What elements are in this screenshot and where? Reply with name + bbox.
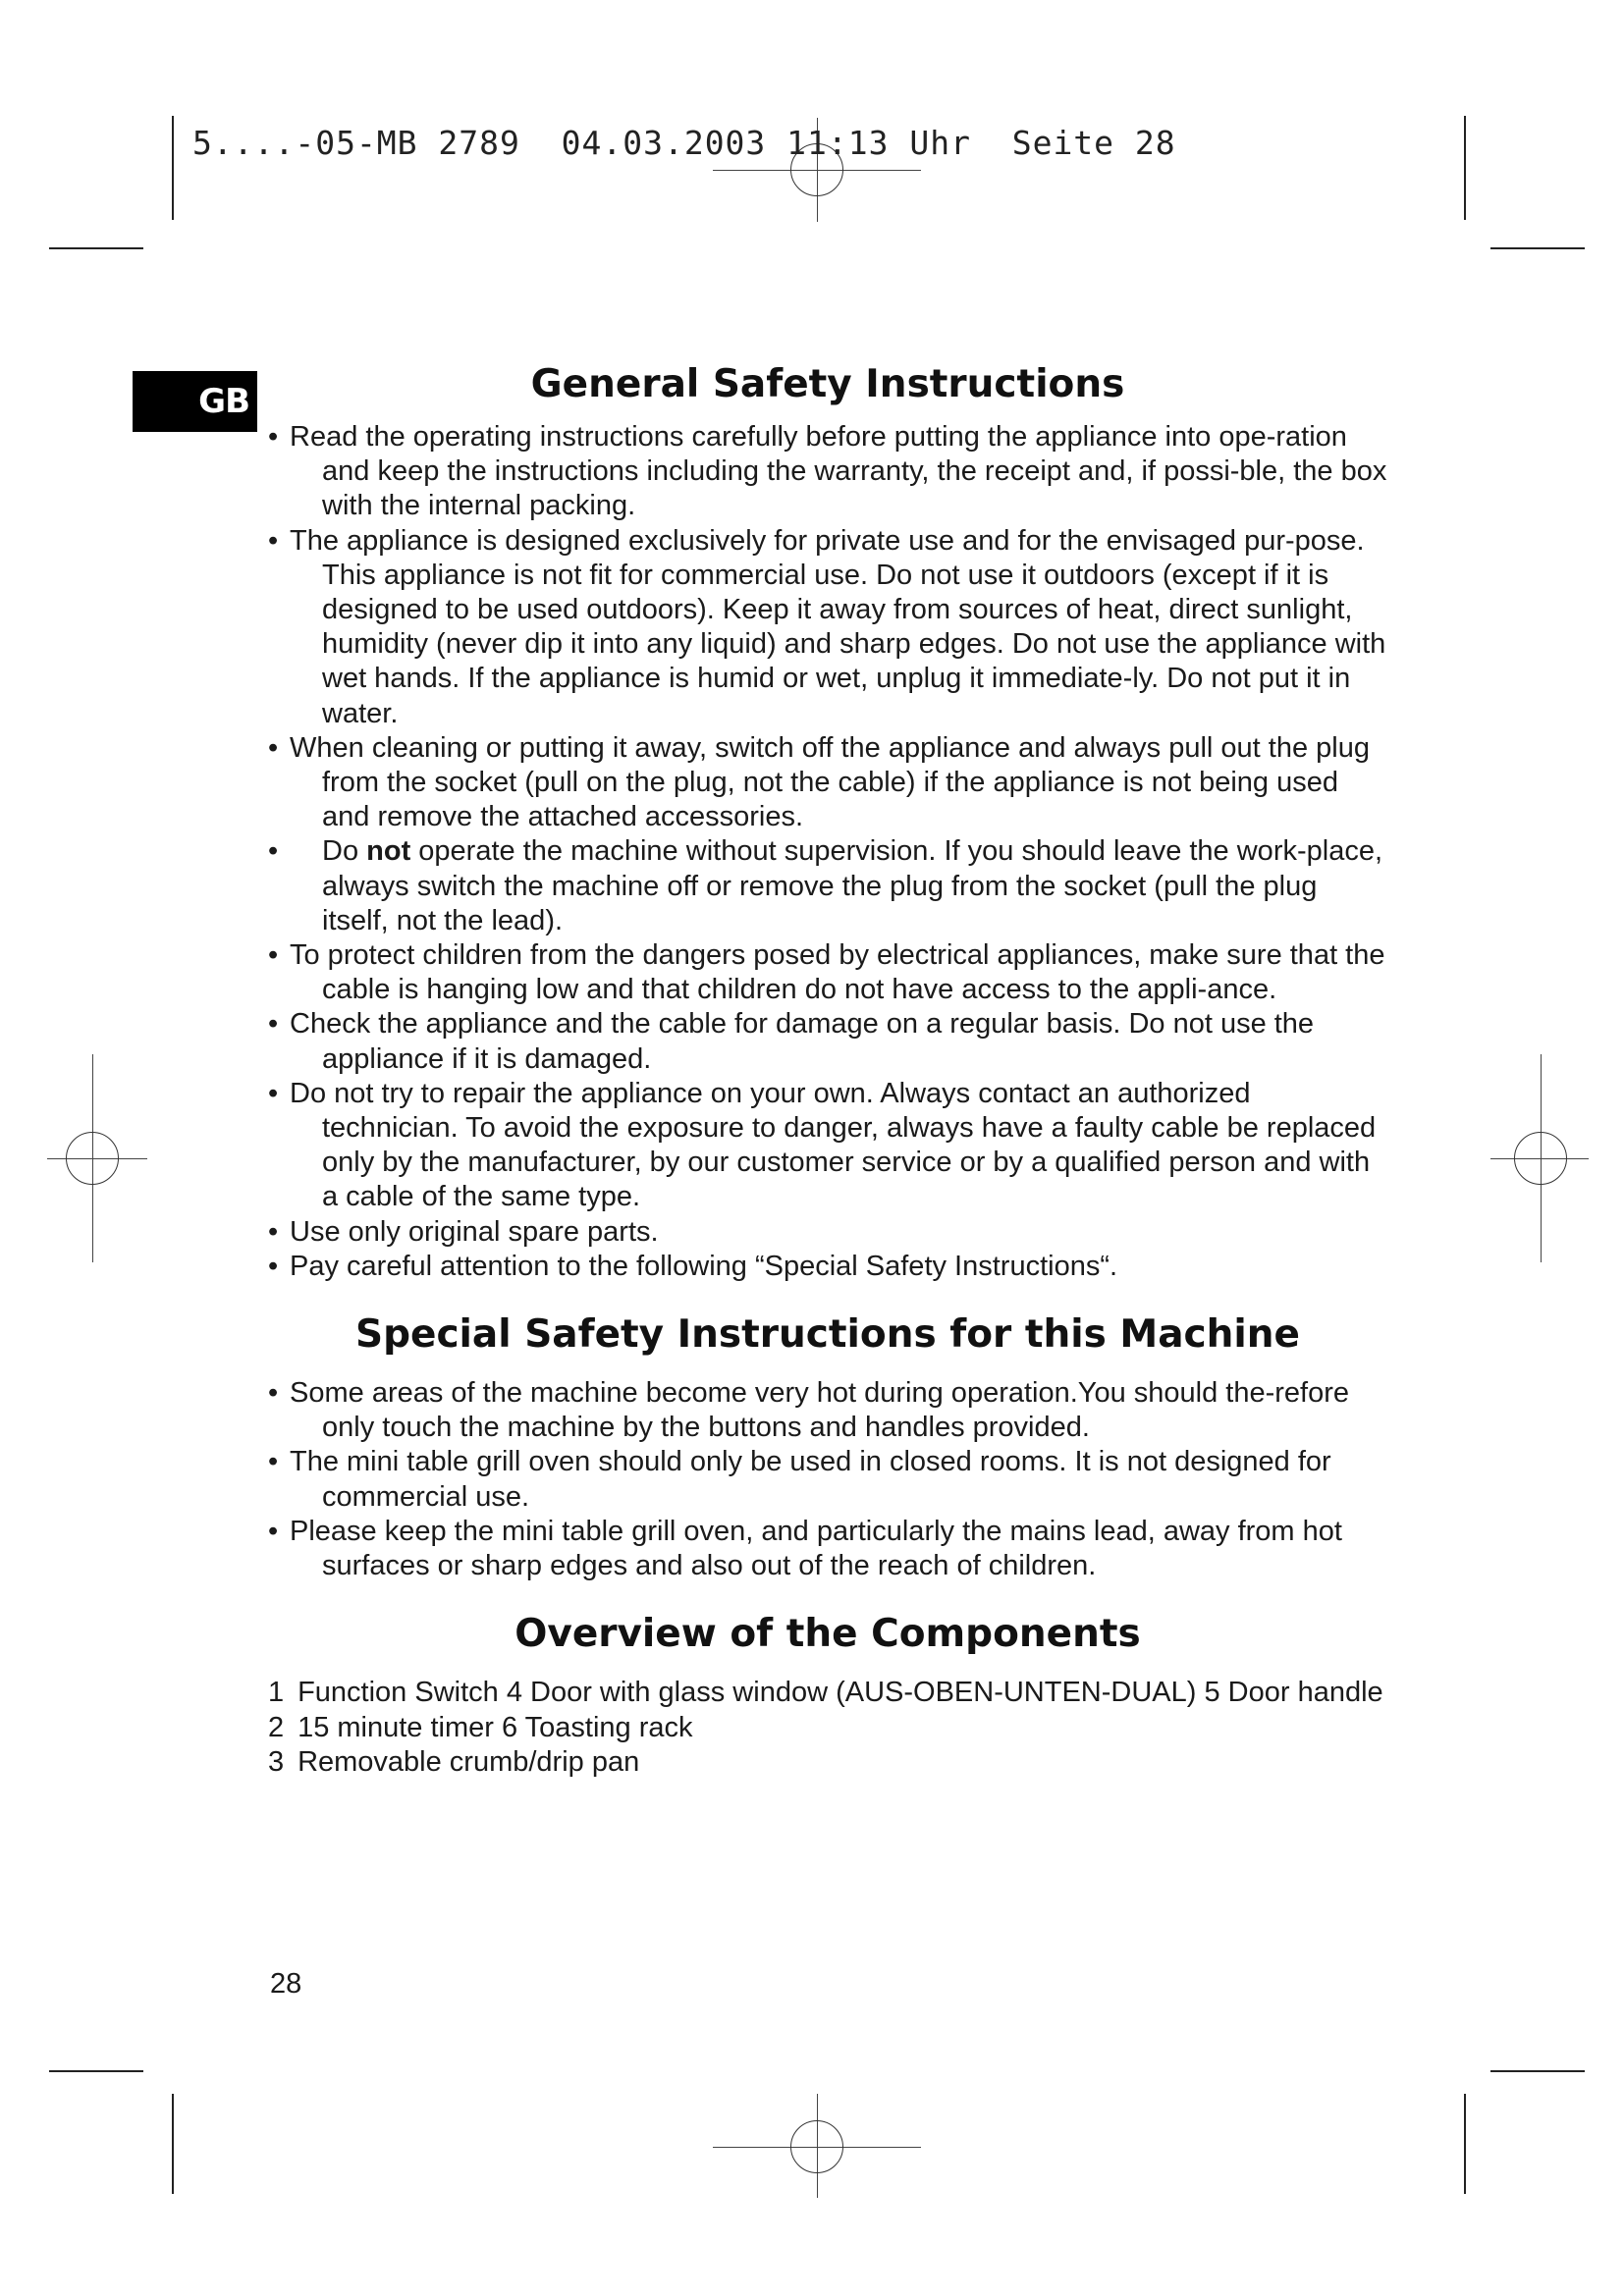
- crop-mark: [49, 2070, 143, 2072]
- list-item: • Some areas of the machine become very hot during operation.You should the-refore only touch the machine by the buttons and handles provided.: [268, 1377, 1350, 1444]
- crop-mark: [1464, 2094, 1466, 2194]
- crop-mark: [172, 2094, 174, 2194]
- list-item: • Please keep the mini table grill oven, and particularly the mains lead, away from hot surfaces or sharp edges and also out of the reach of children.: [268, 1515, 1342, 1582]
- document-body: [268, 359, 1387, 1780]
- special-safety-list: [268, 1376, 1387, 1583]
- list-item: • Pay careful attention to the following “Special Safety Instructions“.: [268, 1250, 1118, 1282]
- list-item: 1 Function Switch 4 Door with glass window (AUS-OBEN-UNTEN-DUAL) 5 Door handle: [268, 1677, 1383, 1709]
- print-slug: 5....-05-MB 2789 04.03.2003 11:13 Uhr Seite 28: [192, 124, 1176, 162]
- section-title: Special Safety Instructions for this Machine: [354, 1312, 1300, 1358]
- registration-mark: [790, 2120, 843, 2173]
- section-title: Overview of the Components: [514, 1612, 1141, 1657]
- list-item: • Read the operating instructions carefully before putting the appliance into ope-ration and keep the instructions including the warranty, the receipt and, if possi-ble, the box with the internal packing.: [268, 421, 1387, 522]
- list-item: • When cleaning or putting it away, switch off the appliance and always pull out the plug from the socket (pull on the plug, not the cable) if the appliance is not being used and remove the attached accessories.: [268, 731, 1370, 833]
- registration-mark: [66, 1132, 119, 1185]
- list-item: • Do not try to repair the appliance on your own. Always contact an authorized technician. To avoid the exposure to danger, always have a faulty cable be replaced only by the manufacturer, by our customer service or by a qualified person and with a cable of the same type.: [268, 1077, 1377, 1213]
- language-tab: GB: [133, 371, 257, 432]
- components-list: [268, 1676, 1387, 1780]
- list-item: • Do not operate the machine without supervision. If you should leave the work-place, always switch the machine off or remove the plug from the socket (pull the plug itself, not the lead).: [268, 835, 1383, 936]
- list-item: • To protect children from the dangers posed by electrical appliances, make sure that the cable is hanging low and that children do not have access to the appli-ance.: [268, 939, 1385, 1006]
- crop-mark: [1490, 2070, 1585, 2072]
- list-item: 3 Removable crumb/drip pan: [268, 1745, 640, 1778]
- registration-mark: [1514, 1132, 1567, 1185]
- crop-mark: [1490, 247, 1585, 249]
- list-item: • The appliance is designed exclusively for private use and for the envisaged pur-pose. This appliance is not fit for commercial use. Do not use it outdoors (except if it is designed to be used outdoors). Keep it away from sources of heat, direct sunlight, humidity (never dip it into any liquid) and sharp edges. Do not use the appliance with wet hands. If the appliance is humid or wet, unplug it immediate-ly. Do not put it in water.: [268, 524, 1386, 729]
- crop-mark: [172, 116, 174, 220]
- page-number: 28: [270, 1968, 302, 2000]
- safety-list: [268, 420, 1387, 1284]
- list-item: • The mini table grill oven should only be used in closed rooms. It is not designed for commercial use.: [268, 1446, 1331, 1513]
- list-item: • Use only original spare parts.: [268, 1215, 659, 1248]
- crop-mark: [49, 247, 143, 249]
- section-title: General Safety Instructions: [530, 362, 1125, 406]
- crop-mark: [1464, 116, 1466, 220]
- list-item: 2 15 minute timer 6 Toasting rack: [268, 1711, 693, 1743]
- list-item: • Check the appliance and the cable for damage on a regular basis. Do not use the appliance if it is damaged.: [268, 1008, 1315, 1075]
